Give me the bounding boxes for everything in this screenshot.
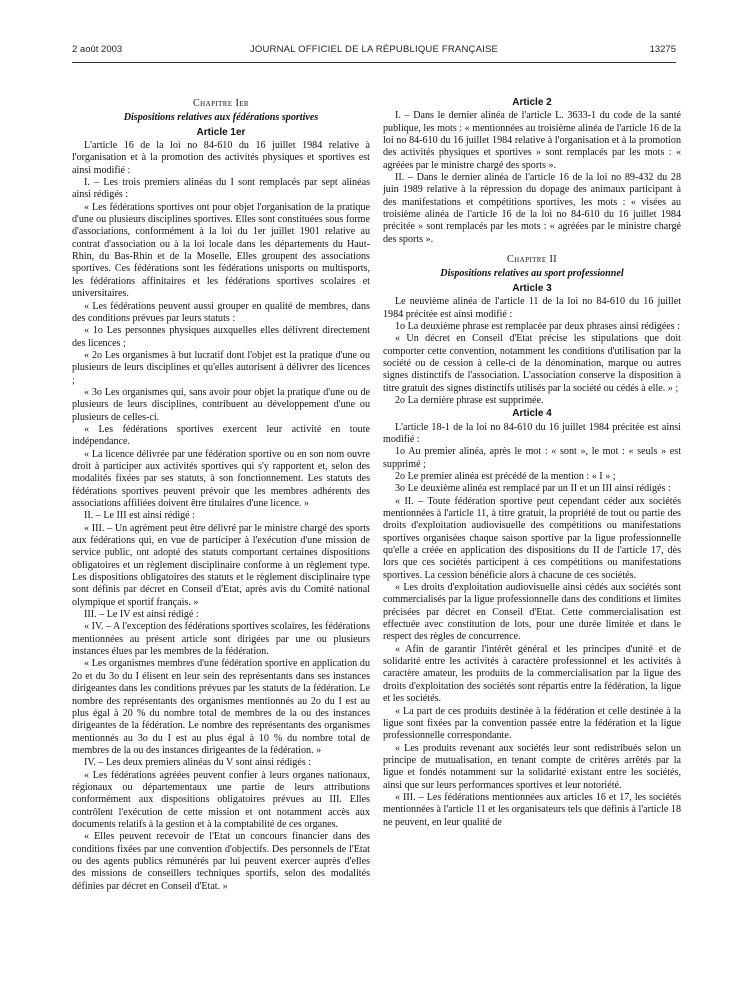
article-heading: Article 4	[512, 408, 552, 420]
chapter-heading: Chapitre Ier	[193, 98, 249, 109]
paragraph: « Les droits d'exploitation audiovisuelle ainsi cédés aux sociétés sont commercialisés par la ligue professionnelle dans des conditions et limites précisées par décret en Conseil d'Etat. Cette commercialisation est effectuée avec constitution de lots, pour une durée limitée et dans le respect des règles de concurrence.	[383, 582, 681, 643]
page-number: 13275	[649, 44, 676, 55]
paragraph: « Les organismes membres d'une fédération sportive en application du 2o et du 3o du I élisent en leur sein des représentants dans ses instances dirigeantes dans les conditions prévues par les statuts de la fédération. Le nombre des représentants des organismes mentionnés au 2o du I est au plus égal à 20 % du nombre total de membres de la ou des instances dirigeantes de la fédération. Le nombre des représentants des organismes mentionnés au 3o du I est au plus égal à 10 % du nombre total de membres de la ou des instances dirigeantes de la fédération. »	[72, 658, 370, 756]
article-heading: Article 2	[512, 97, 552, 108]
paragraph: « Les fédérations agréées peuvent confier à leurs organes nationaux, régionaux ou départementaux une partie de leurs attributions conformément aux dispositions obligatoires prévues au III. Elles contrôlent l'exécution de cette mission et ont notamment accès aux documents relatifs à la gestion et à la comptabilité de ces organes.	[72, 769, 370, 830]
paragraph: 1o La deuxième phrase est remplacée par deux phrases ainsi rédigées :	[395, 320, 681, 332]
section-spacer	[383, 246, 681, 252]
paragraph: « Un décret en Conseil d'Etat précise les stipulations que doit comporter cette convention, notamment les conditions d'utilisation par la société ou de cession à celle-ci de la dénomination, marque ou autres signes distinctifs de l'association. L'association conserve la disposition à titre gratuit des signes distinctifs utilisés par la société ou cédés à elle. » ;	[383, 333, 681, 394]
article-heading: Article 3	[512, 282, 552, 294]
paragraph: L'article 16 de la loi no 84-610 du 16 juillet 1984 relative à l'organisation et à la promotion des activités physiques et sportives est ainsi modifié :	[72, 140, 370, 176]
paragraph: I. – Dans le dernier alinéa de l'article L. 3633-1 du code de la santé publique, les mots : « mentionnées au troisième alinéa de l'article 16 de la loi no 84-610 du 16 juillet 1984 relative à l'organisation et à la promotion des activités physiques et sportives » sont remplacés par les mots : « agréées par le ministre chargé des sports ».	[383, 110, 681, 171]
paragraph: « Elles peuvent recevoir de l'Etat un concours financier dans des conditions fixées par une convention d'objectifs. Des personnels de l'Etat ou des agents publics rémunérés par lui peuvent exercer auprès d'elles des missions de conseillers techniques sportifs, selon des modalités définies par décret en Conseil d'Etat. »	[72, 831, 370, 892]
paragraph: 2o Le premier alinéa est précédé de la mention : « I » ;	[395, 470, 616, 482]
paragraph: « La licence délivrée par une fédération sportive ou en son nom ouvre droit à participer aux activités sportives qui s'y rapportent et, selon des modalités fixées par ses statuts, à son fonctionnement. Les statuts des fédérations sportives peuvent prévoir que les membres adhérents des associations affiliées doivent être titulaires d'une licence. »	[72, 448, 370, 509]
paragraph: « 3o Les organismes qui, sans avoir pour objet la pratique d'une ou de plusieurs de leurs disciplines, contribuent au développement d'une ou plusieurs de celles-ci.	[72, 386, 370, 423]
paragraph: II. – Dans le dernier alinéa de l'article 16 de la loi no 89-432 du 28 juin 1989 relative à la répression du dopage des animaux participant à des manifestations et compétitions sportives, les mots : « visées au troisième alinéa de l'article 16 de la loi no 84-610 du 16 juillet 1984 précitée » sont remplacés par les mots : « agréées par le ministre chargé des sports ».	[383, 172, 681, 245]
paragraph: 3o Le deuxième alinéa est remplacé par un II et un III ainsi rédigés :	[395, 483, 671, 495]
chapter-title: Dispositions relatives au sport professionnel	[440, 268, 624, 280]
paragraph: « Les fédérations sportives exercent leur activité en toute indépendance.	[72, 423, 370, 448]
paragraph: « La part de ces produits destinée à la fédération et celle destinée à la ligue sont fixées par la convention passée entre la fédération et la ligue professionnelle correspondante.	[383, 705, 681, 742]
article-heading: Article 1er	[196, 126, 246, 138]
chapter-title: Dispositions relatives aux fédérations sportives	[123, 112, 319, 124]
chapter-heading: Chapitre II	[507, 254, 557, 266]
paragraph: Le neuvième alinéa de l'article 11 de la loi no 84-610 du 16 juillet 1984 précitée est ainsi modifié :	[383, 296, 681, 320]
paragraph: « Les fédérations peuvent aussi grouper en qualité de membres, dans des conditions prévues par leurs statuts :	[72, 300, 370, 324]
journal-title: JOURNAL OFFICIEL DE LA RÉPUBLIQUE FRANÇAISE	[249, 44, 499, 55]
paragraph: III. – Le IV est ainsi rédigé :	[84, 609, 199, 621]
running-header	[72, 44, 676, 60]
paragraph: « Les produits revenant aux sociétés leur sont redistribués selon un principe de mutualisation, en tenant compte de critères arrêtés par la ligue et fondés notamment sur la solidarité existant entre les sociétés, ainsi que sur leurs performances sportives et leur notoriété.	[383, 742, 681, 791]
right-text-column	[383, 96, 681, 829]
paragraph: « IV. – A l'exception des fédérations sportives scolaires, les fédérations mentionnées au présent article sont dirigées par une ou plusieurs instances élues par les membres de la fédération.	[72, 621, 370, 658]
header-rule	[72, 62, 676, 63]
paragraph: « Afin de garantir l'intérêt général et les principes d'unité et de solidarité entre les activités à caractère professionnel et les activités à caractère amateur, les produits de la commercialisation par la ligue des droits d'exploitation des sociétés sont répartis entre la fédération, la ligue et les sociétés.	[383, 643, 681, 705]
issue-date: 2 août 2003	[72, 44, 123, 55]
paragraph: II. – Le III est ainsi rédigé :	[84, 510, 195, 522]
paragraph: 1o Au premier alinéa, après le mot : « sont », le mot : « seuls » est supprimé ;	[383, 446, 681, 470]
paragraph: L'article 18-1 de la loi no 84-610 du 16 juillet 1984 précitée est ainsi modifié :	[383, 421, 681, 445]
paragraph: « 2o Les organismes à but lucratif dont l'objet est la pratique d'une ou plusieurs de leurs disciplines et qu'elles autorisent à délivrer des licences ;	[72, 349, 370, 386]
paragraph: « III. – Les fédérations mentionnées aux articles 16 et 17, les sociétés mentionnées à l'article 11 et les organisateurs tels que définis à l'article 18 ne peuvent, en leur qualité de	[383, 791, 681, 828]
paragraph: « 1o Les personnes physiques auxquelles elles délivrent directement des licences ;	[72, 325, 370, 349]
paragraph: « II. – Toute fédération sportive peut cependant céder aux sociétés mentionnées à l'article 11, à titre gratuit, la propriété de tout ou partie des droits d'exploitation audiovisuelle des compétitions ou manifestations sportives organisées chaque saison sportive par la ligue professionnelle qu'elle a créée en application des dispositions du II de l'article 17, dès lors que ces sociétés participent à ces compétitions ou manifestations sportives. La cession bénéficie alors à chacune de ces sociétés.	[383, 495, 681, 581]
paragraph: I. – Les trois premiers alinéas du I sont remplacés par sept alinéas ainsi rédigés :	[72, 177, 370, 201]
paragraph: « Les fédérations sportives ont pour objet l'organisation de la pratique d'une ou plusieurs disciplines sportives. Elles sont constituées sous forme d'associations, conformément à la loi du 1er juillet 1901 relative au contrat d'association ou à la loi locale dans les départements du Haut-Rhin, du Bas-Rhin et de la Moselle. Elles groupent des associations sportives. Ces fédérations sont les fédérations unisports ou multisports, les fédérations affinitaires et les fédérations sportives scolaires et universitaires.	[72, 201, 370, 300]
paragraph: « III. – Un agrément peut être délivré par le ministre chargé des sports aux fédérations qui, en vue de participer à l'exécution d'une mission de service public, ont adopté des statuts comportant certaines dispositions obligatoires et un règlement disciplinaire conforme à un règlement type. Les dispositions obligatoires des statuts et le règlement disciplinaire type sont définis par décret en Conseil d'Etat, après avis du Comité national olympique et sportif français. »	[72, 522, 370, 608]
paragraph: IV. – Les deux premiers alinéas du V sont ainsi rédigés :	[84, 757, 312, 769]
paragraph: 2o La dernière phrase est supprimée.	[395, 394, 544, 406]
left-text-column	[72, 96, 370, 893]
